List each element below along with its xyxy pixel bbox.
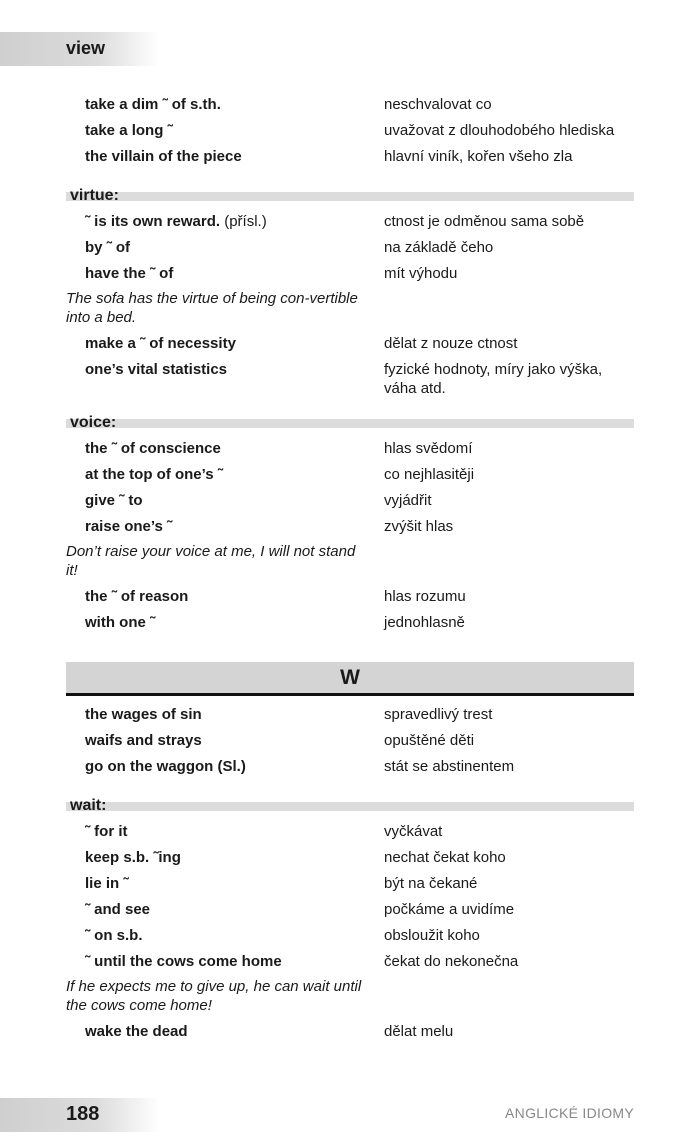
footer-tab	[0, 1098, 160, 1132]
book-title: ANGLICKÉ IDIOMY	[505, 1105, 634, 1121]
idiom-row: ˜ is its own reward. (přísl.) ctnost je odměnou sama sobě	[85, 213, 585, 230]
idiom-row: waifs and strays opuštěné děti	[85, 732, 475, 749]
idiom-row: have the ˜ of mít výhodu	[85, 265, 458, 282]
idiom-row: the wages of sin spravedlivý trest	[85, 706, 493, 723]
idiom-row: raise one’s ˜ zvýšit hlas	[85, 518, 454, 535]
idiom-row: one’s vital statistics fyzické hodnoty, míry jako výška, váha atd.	[85, 361, 603, 397]
idiom-row: wake the dead dělat melu	[85, 1023, 454, 1040]
dictionary-content	[66, 94, 634, 1047]
header-tab	[0, 32, 160, 66]
headword-voice	[66, 413, 634, 435]
idiom-row: by ˜ of na základě čeho	[85, 239, 494, 256]
headword-wait	[66, 796, 634, 818]
idiom-row: give ˜ to vyjádřit	[85, 492, 432, 509]
idiom-row: ˜ and see počkáme a uvidíme	[85, 901, 515, 918]
idiom-row: the villain of the piece hlavní viník, kořen všeho zla	[85, 148, 573, 165]
idiom-row: ˜ for it vyčkávat	[85, 823, 443, 840]
idiom-row: the ˜ of reason hlas rozumu	[85, 588, 466, 605]
example-sentence: Don’t raise your voice at me, I will not stand it!	[66, 543, 356, 579]
idiom-row: ˜ on s.b. obsloužit koho	[85, 927, 480, 944]
example-sentence: The sofa has the virtue of being con-vertible into a bed.	[66, 290, 358, 326]
idiom-row: at the top of one’s ˜ co nejhlasitěji	[85, 466, 475, 483]
idiom-row: go on the waggon (Sl.) stát se abstinentem	[85, 758, 515, 775]
headword-virtue	[66, 186, 634, 208]
view-entries	[66, 94, 634, 172]
idiom-row: the ˜ of conscience hlas svědomí	[85, 440, 473, 457]
header-word: view	[66, 38, 106, 58]
idiom-row: keep s.b. ˜ing nechat čekat koho	[85, 849, 506, 866]
headword-label: voice:	[70, 414, 119, 432]
idiom-row: lie in ˜ být na čekané	[85, 875, 478, 892]
headword-label: wait:	[70, 797, 109, 815]
idiom-row: take a long ˜ uvažovat z dlouhodobého hlediska	[85, 122, 615, 139]
headword-bar	[66, 419, 634, 428]
headword-bar	[66, 802, 634, 811]
example-sentence: If he expects me to give up, he can wait until the cows come home!	[66, 978, 362, 1014]
idiom-row: ˜ until the cows come home čekat do nekonečna	[85, 953, 519, 970]
headword-bar	[66, 192, 634, 201]
headword-label: virtue:	[70, 187, 122, 205]
idiom-row: with one ˜ jednohlasně	[85, 614, 465, 631]
page-number: 188	[66, 1103, 100, 1125]
letter-section-header: W	[66, 662, 634, 696]
idiom-row: take a dim ˜ of s.th. neschvalovat co	[85, 96, 492, 113]
idiom-row: make a ˜ of necessity dělat z nouze ctnost	[85, 335, 518, 352]
